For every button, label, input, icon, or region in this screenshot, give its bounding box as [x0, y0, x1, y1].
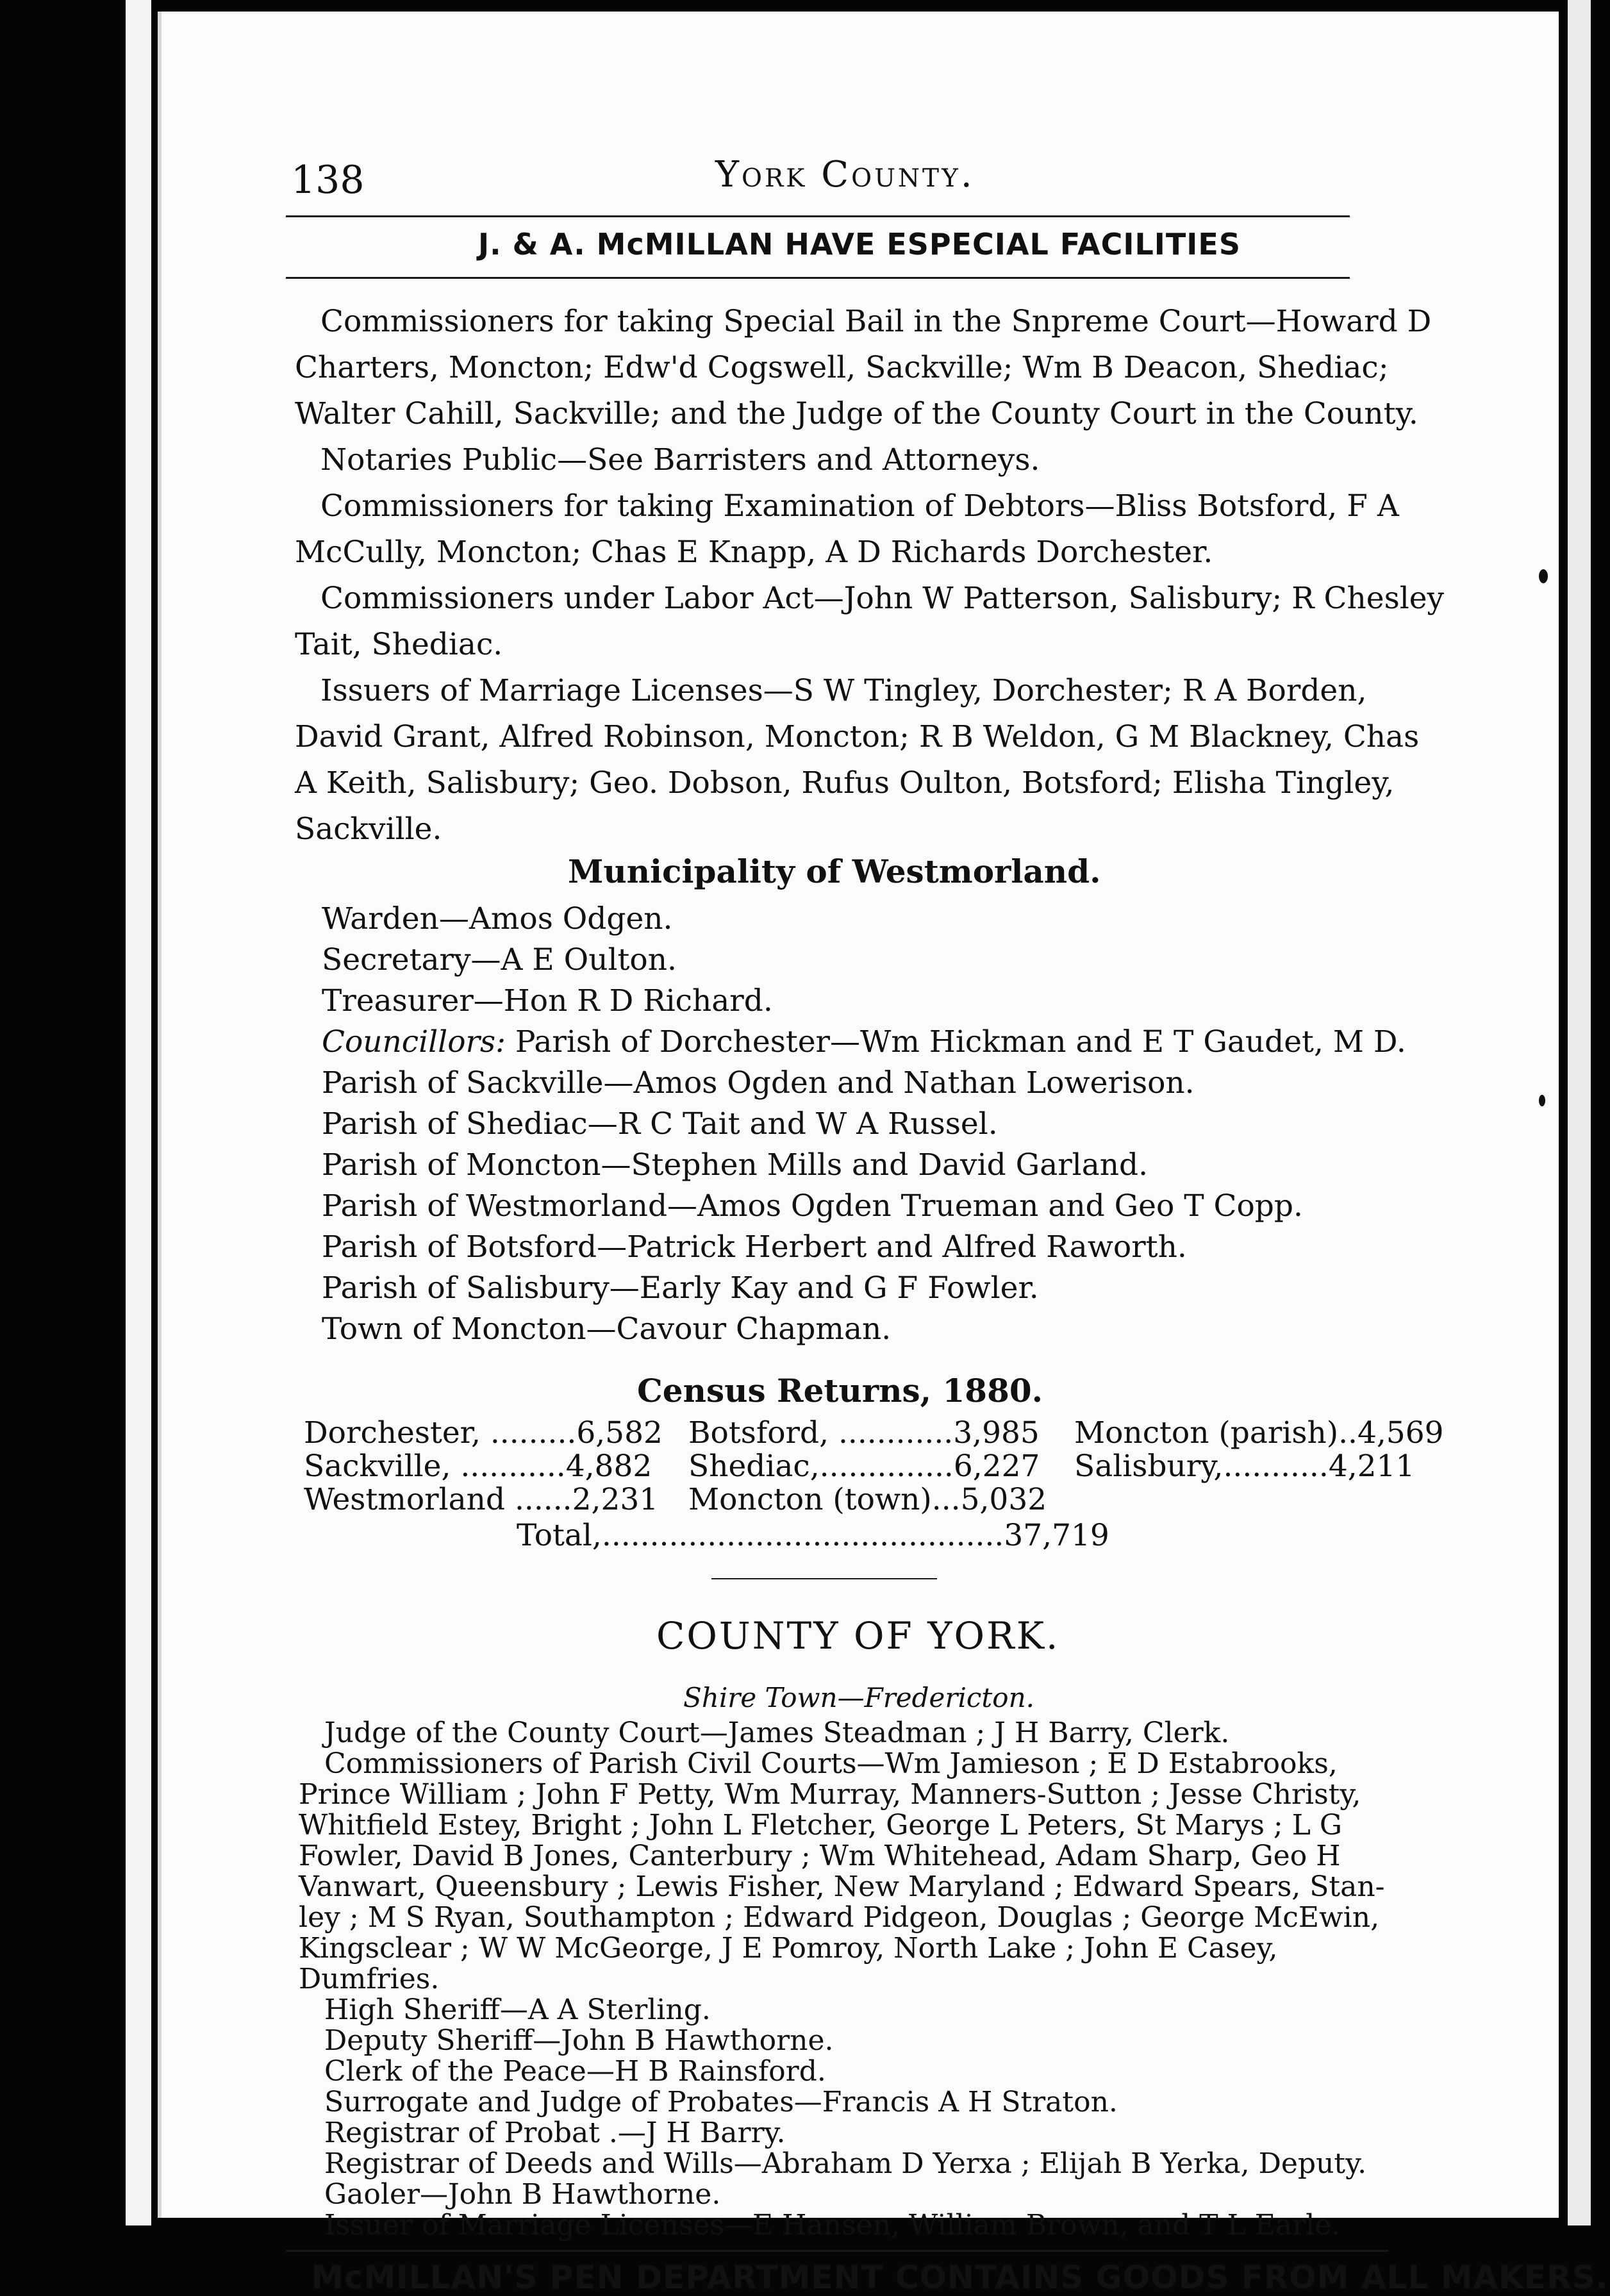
- running-head: York County.: [715, 154, 975, 195]
- text-line: Parish of Salisbury—Early Kay and G F Fowler.: [322, 1270, 1039, 1306]
- text-line: Judge of the County Court—James Steadman ; J H Barry, Clerk.: [324, 1717, 1230, 1749]
- text-line: Vanwart, Queensbury ; Lewis Fisher, New Maryland ; Edward Spears, Stan-: [299, 1870, 1385, 1903]
- census-total: Total,..........................................37,719: [517, 1518, 1109, 1553]
- officer-line: Registrar of Deeds and Wills—Abraham D Yerxa ; Elijah B Yerka, Deputy.: [324, 2147, 1367, 2180]
- top-rule-lower: [286, 277, 1350, 279]
- officer-line: Registrar of Probat .—J H Barry.: [324, 2117, 786, 2149]
- advertisement-banner-bottom: McMILLAN'S PEN DEPARTMENT CONTAINS GOODS FROM ALL MAKERS.: [311, 2259, 1609, 2296]
- section-divider: [711, 1578, 937, 1579]
- text-line: Treasurer—Hon R D Richard.: [322, 983, 773, 1019]
- text-line: Commissioners for taking Examination of Debtors—Bliss Botsford, F A: [320, 488, 1399, 524]
- officer-line: High Sheriff—A A Sterling.: [324, 1993, 711, 2026]
- officer-line: Surrogate and Judge of Probates—Francis A H Straton.: [324, 2086, 1118, 2118]
- text-line: David Grant, Alfred Robinson, Moncton; R B Weldon, G M Blackney, Chas: [295, 719, 1420, 754]
- text-line: Tait, Shediac.: [295, 627, 503, 662]
- york-commissioners: [299, 1718, 1385, 1995]
- municipality-heading: Municipality of Westmorland.: [568, 853, 1101, 890]
- text-line: Sackville.: [295, 811, 442, 847]
- text-line: Warden—Amos Odgen.: [322, 901, 673, 936]
- text-line: Secretary—A E Oulton.: [322, 942, 677, 977]
- officer-line: Issuer of Marriage Licenses—E Hansen, William Brown, and T L Earle.: [324, 2209, 1341, 2242]
- officer-line: Gaoler—John B Hawthorne.: [324, 2178, 721, 2211]
- text-line: Parish of Sackville—Amos Ogden and Nathan Lowerison.: [322, 1065, 1195, 1101]
- census-column-2: [688, 1417, 1047, 1517]
- text-line: Parish of Moncton—Stephen Mills and David Garland.: [322, 1147, 1149, 1183]
- shire-town: Shire Town—Fredericton.: [683, 1682, 1034, 1713]
- text-line: Commissioners under Labor Act—John W Patterson, Salisbury; R Chesley: [320, 581, 1445, 616]
- text-line: A Keith, Salisbury; Geo. Dobson, Rufus Oulton, Botsford; Elisha Tingley,: [295, 765, 1395, 801]
- advertisement-banner-top: J. & A. McMILLAN HAVE ESPECIAL FACILITIES: [478, 227, 1241, 262]
- text-line: Dumfries.: [299, 1963, 440, 1995]
- text-line: Charters, Moncton; Edw'd Cogswell, Sackville; Wm B Deacon, Shediac;: [295, 350, 1389, 385]
- text-line: Fowler, David B Jones, Canterbury ; Wm Whitehead, Adam Sharp, Geo H: [299, 1840, 1341, 1872]
- census-entry: Salisbury,...........4,211: [1074, 1449, 1415, 1484]
- text-line: ley ; M S Ryan, Southampton ; Edward Pidgeon, Douglas ; George McEwin,: [299, 1901, 1380, 1934]
- bottom-rule: [286, 2250, 1388, 2252]
- councillors-first: Parish of Dorchester—Wm Hickman and E T Gaudet, M D.: [515, 1024, 1406, 1060]
- census-entry: Westmorland ......2,231: [304, 1482, 659, 1517]
- text-line: Prince William ; John F Petty, Wm Murray, Manners-Sutton ; Jesse Christy,: [299, 1778, 1361, 1811]
- text-line: Parish of Botsford—Patrick Herbert and Alfred Raworth.: [322, 1229, 1187, 1265]
- ink-speck: [1539, 1095, 1545, 1106]
- westmorland-officers: [295, 299, 1444, 853]
- page-edge-right: [1568, 0, 1591, 2225]
- ink-speck: [1539, 569, 1548, 583]
- text-line: Commissioners for taking Special Bail in the Snpreme Court—Howard D: [320, 304, 1432, 339]
- text-line: Kingsclear ; W W McGeorge, J E Pomroy, North Lake ; John E Casey,: [299, 1932, 1278, 1965]
- text-line: Issuers of Marriage Licenses—S W Tingley, Dorchester; R A Borden,: [320, 673, 1367, 708]
- census-heading: Census Returns, 1880.: [637, 1372, 1043, 1410]
- census-entry: Sackville, ...........4,882: [304, 1449, 652, 1484]
- officer-line: Clerk of the Peace—H B Rainsford.: [324, 2055, 826, 2088]
- text-line: Town of Moncton—Cavour Chapman.: [322, 1311, 892, 1347]
- officer-line: Deputy Sheriff—John B Hawthorne.: [324, 2024, 834, 2057]
- page-number: 138: [291, 158, 365, 203]
- census-entry: Dorchester, .........6,582: [304, 1415, 663, 1451]
- municipality-officers: [322, 899, 1406, 1350]
- census-column-3: [1074, 1417, 1444, 1483]
- text-line: McCully, Moncton; Chas E Knapp, A D Richards Dorchester.: [295, 535, 1213, 570]
- census-entry: Moncton (town)...5,032: [688, 1482, 1047, 1517]
- text-line: Parish of Westmorland—Amos Ogden Trueman and Geo T Copp.: [322, 1188, 1303, 1224]
- page-edge-left: [126, 0, 151, 2225]
- text-line: Walter Cahill, Sackville; and the Judge of the County Court in the County.: [295, 396, 1418, 431]
- text-line: Commissioners of Parish Civil Courts—Wm Jamieson ; E D Estabrooks,: [324, 1747, 1338, 1780]
- councillors-line: [322, 1022, 1406, 1063]
- text-line: Parish of Shediac—R C Tait and W A Russel.: [322, 1106, 998, 1142]
- census-column-1: [304, 1417, 663, 1517]
- census-entry: Shediac,..............6,227: [688, 1449, 1040, 1484]
- text-line: Whitfield Estey, Bright ; John L Fletcher, George L Peters, St Marys ; L G: [299, 1809, 1343, 1842]
- book-page: [158, 12, 1609, 2296]
- census-entry: Moncton (parish)..4,569: [1074, 1415, 1444, 1451]
- text-line: Notaries Public—See Barristers and Attorneys.: [320, 442, 1040, 478]
- census-entry: Botsford, ............3,985: [688, 1415, 1040, 1451]
- top-rule-upper: [286, 215, 1350, 217]
- county-title: COUNTY OF YORK.: [656, 1614, 1060, 1658]
- councillors-label: Councillors:: [322, 1024, 506, 1060]
- york-officers-list: [324, 1995, 1366, 2241]
